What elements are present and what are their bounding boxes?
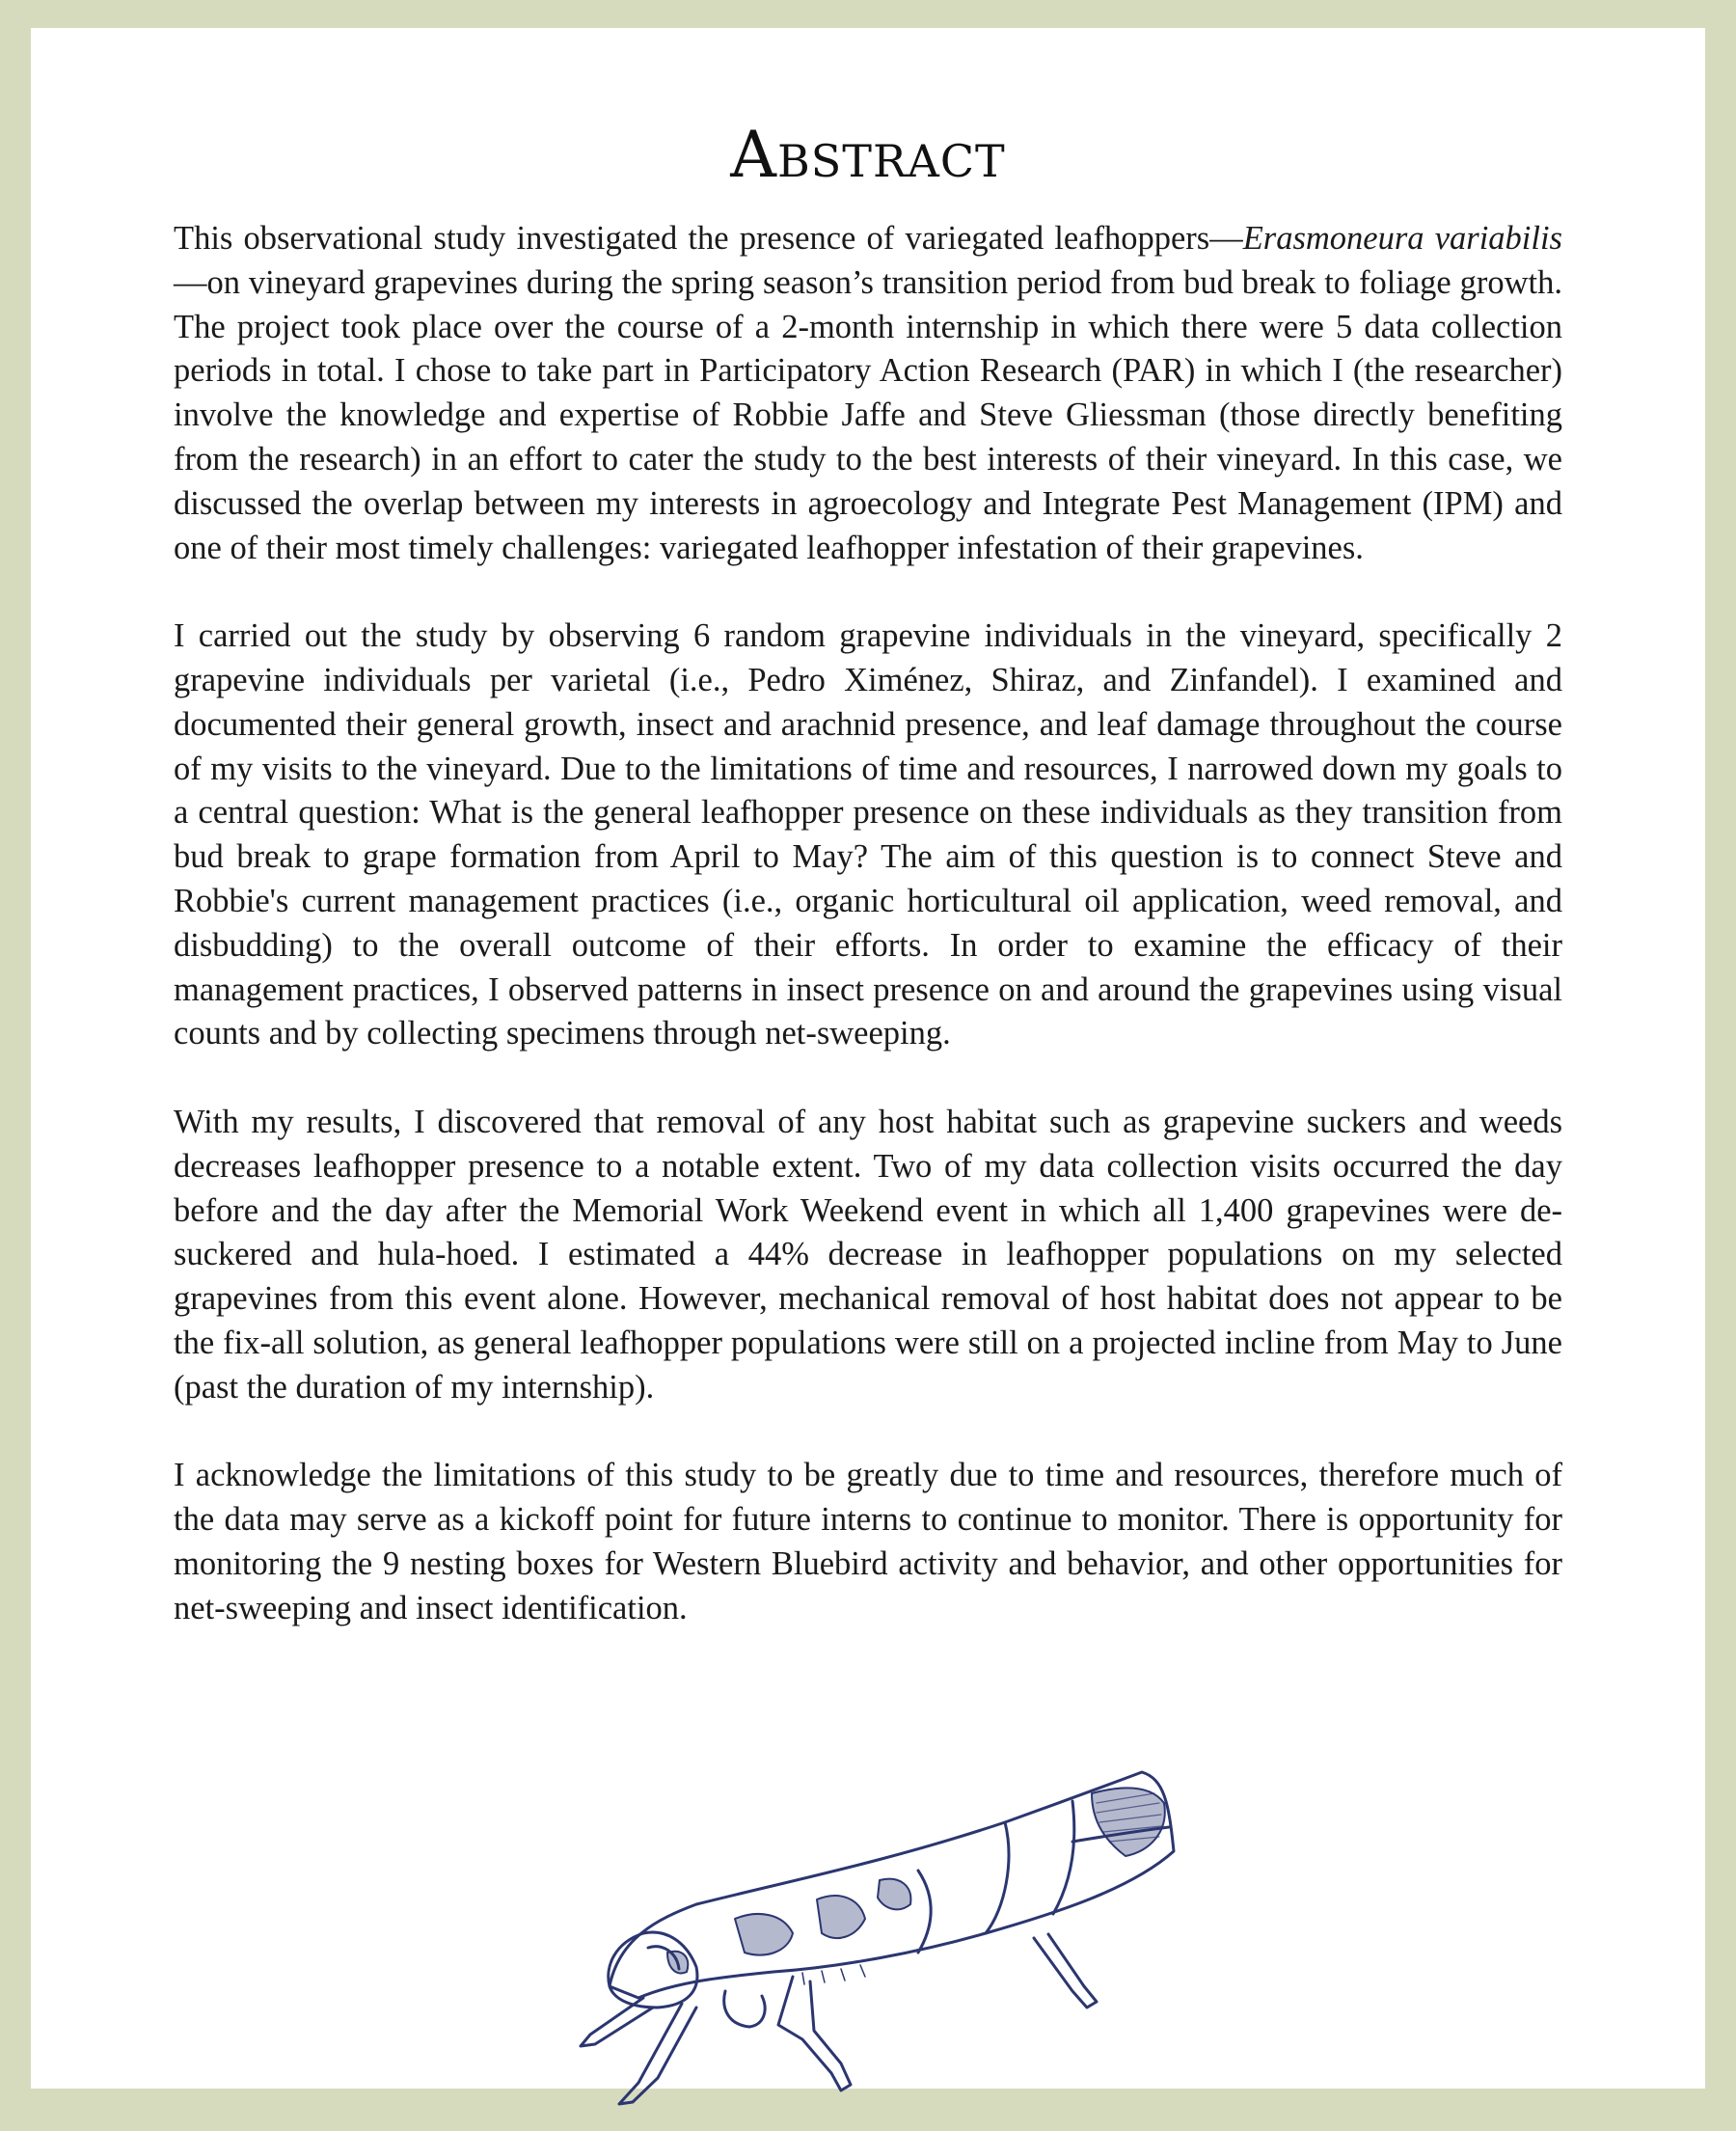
paragraph-3: With my results, I discovered that removal of any host habitat such as grapevine suckers and weeds decreases leafhopper presence to a notable extent. Two of my data collection visits occurred the day before and the day after the Memorial Work Weekend event in which all 1,400 grapevines were de-suckered and hula-hoed. I estimated a 44% decrease in leafhopper populations on my selected grapevines from this event alone. However, mechanical removal of host habitat does not appear to be the fix-all solution, as general leafhopper populations were still on a projected incline from May to June (past the duration of my internship). bbox=[174, 1103, 1562, 1406]
paragraph-1-part-1: This observational study investigated the presence of variegated leafhoppers— bbox=[174, 220, 1243, 257]
species-name: Erasmoneura variabilis bbox=[1242, 220, 1562, 257]
paragraph-1 bbox=[174, 217, 1562, 570]
leafhopper-illustration bbox=[552, 1745, 1246, 2131]
paragraph-2: I carried out the study by observing 6 random grapevine individuals in the vineyard, specifically 2 grapevine individuals per varietal (i.e., Pedro Ximénez, Shiraz, and Zinfandel). I examined and documented their general growth, insect and arachnid presence, and leaf damage throughout the course of my visits to the vineyard. Due to the limitations of time and resources, I narrowed down my goals to a central question: What is the general leafhopper presence on these individuals as they transition from bud break to grape formation from April to May? The aim of this question is to connect Steve and Robbie's current management practices (i.e., organic horticultural oil application, weed removal, and disbudding) to the overall outcome of their efforts. In order to examine the efficacy of their management practices, I observed patterns in insect presence on and around the grapevines using visual counts and by collecting specimens through net-sweeping. bbox=[174, 617, 1562, 1052]
paragraph-1-part-3: —on vineyard grapevines during the spring season’s transition period from bud break to foliage growth. The project took place over the course of a 2-month internship in which there were 5 data collection periods in total. I chose to take part in Participatory Action Research (PAR) in which I (the researcher) involve the knowledge and expertise of Robbie Jaffe and Steve Gliessman (those directly benefiting from the research) in an effort to cater the study to the best interests of their vineyard. In this case, we discussed the overlap between my interests in agroecology and Integrate Pest Management (IPM) and one of their most timely challenges: variegated leafhopper infestation of their grapevines. bbox=[174, 263, 1562, 566]
page-title: Abstract bbox=[730, 118, 1006, 192]
document-page bbox=[31, 28, 1705, 2089]
abstract-body bbox=[174, 217, 1562, 1675]
paragraph-4: I acknowledge the limitations of this study to be greatly due to time and resources, therefore much of the data may serve as a kickoff point for future interns to continue to monitor. There is opportunity for monitoring the 9 nesting boxes for Western Bluebird activity and behavior, and other opportunities for net-sweeping and insect identification. bbox=[174, 1457, 1562, 1626]
